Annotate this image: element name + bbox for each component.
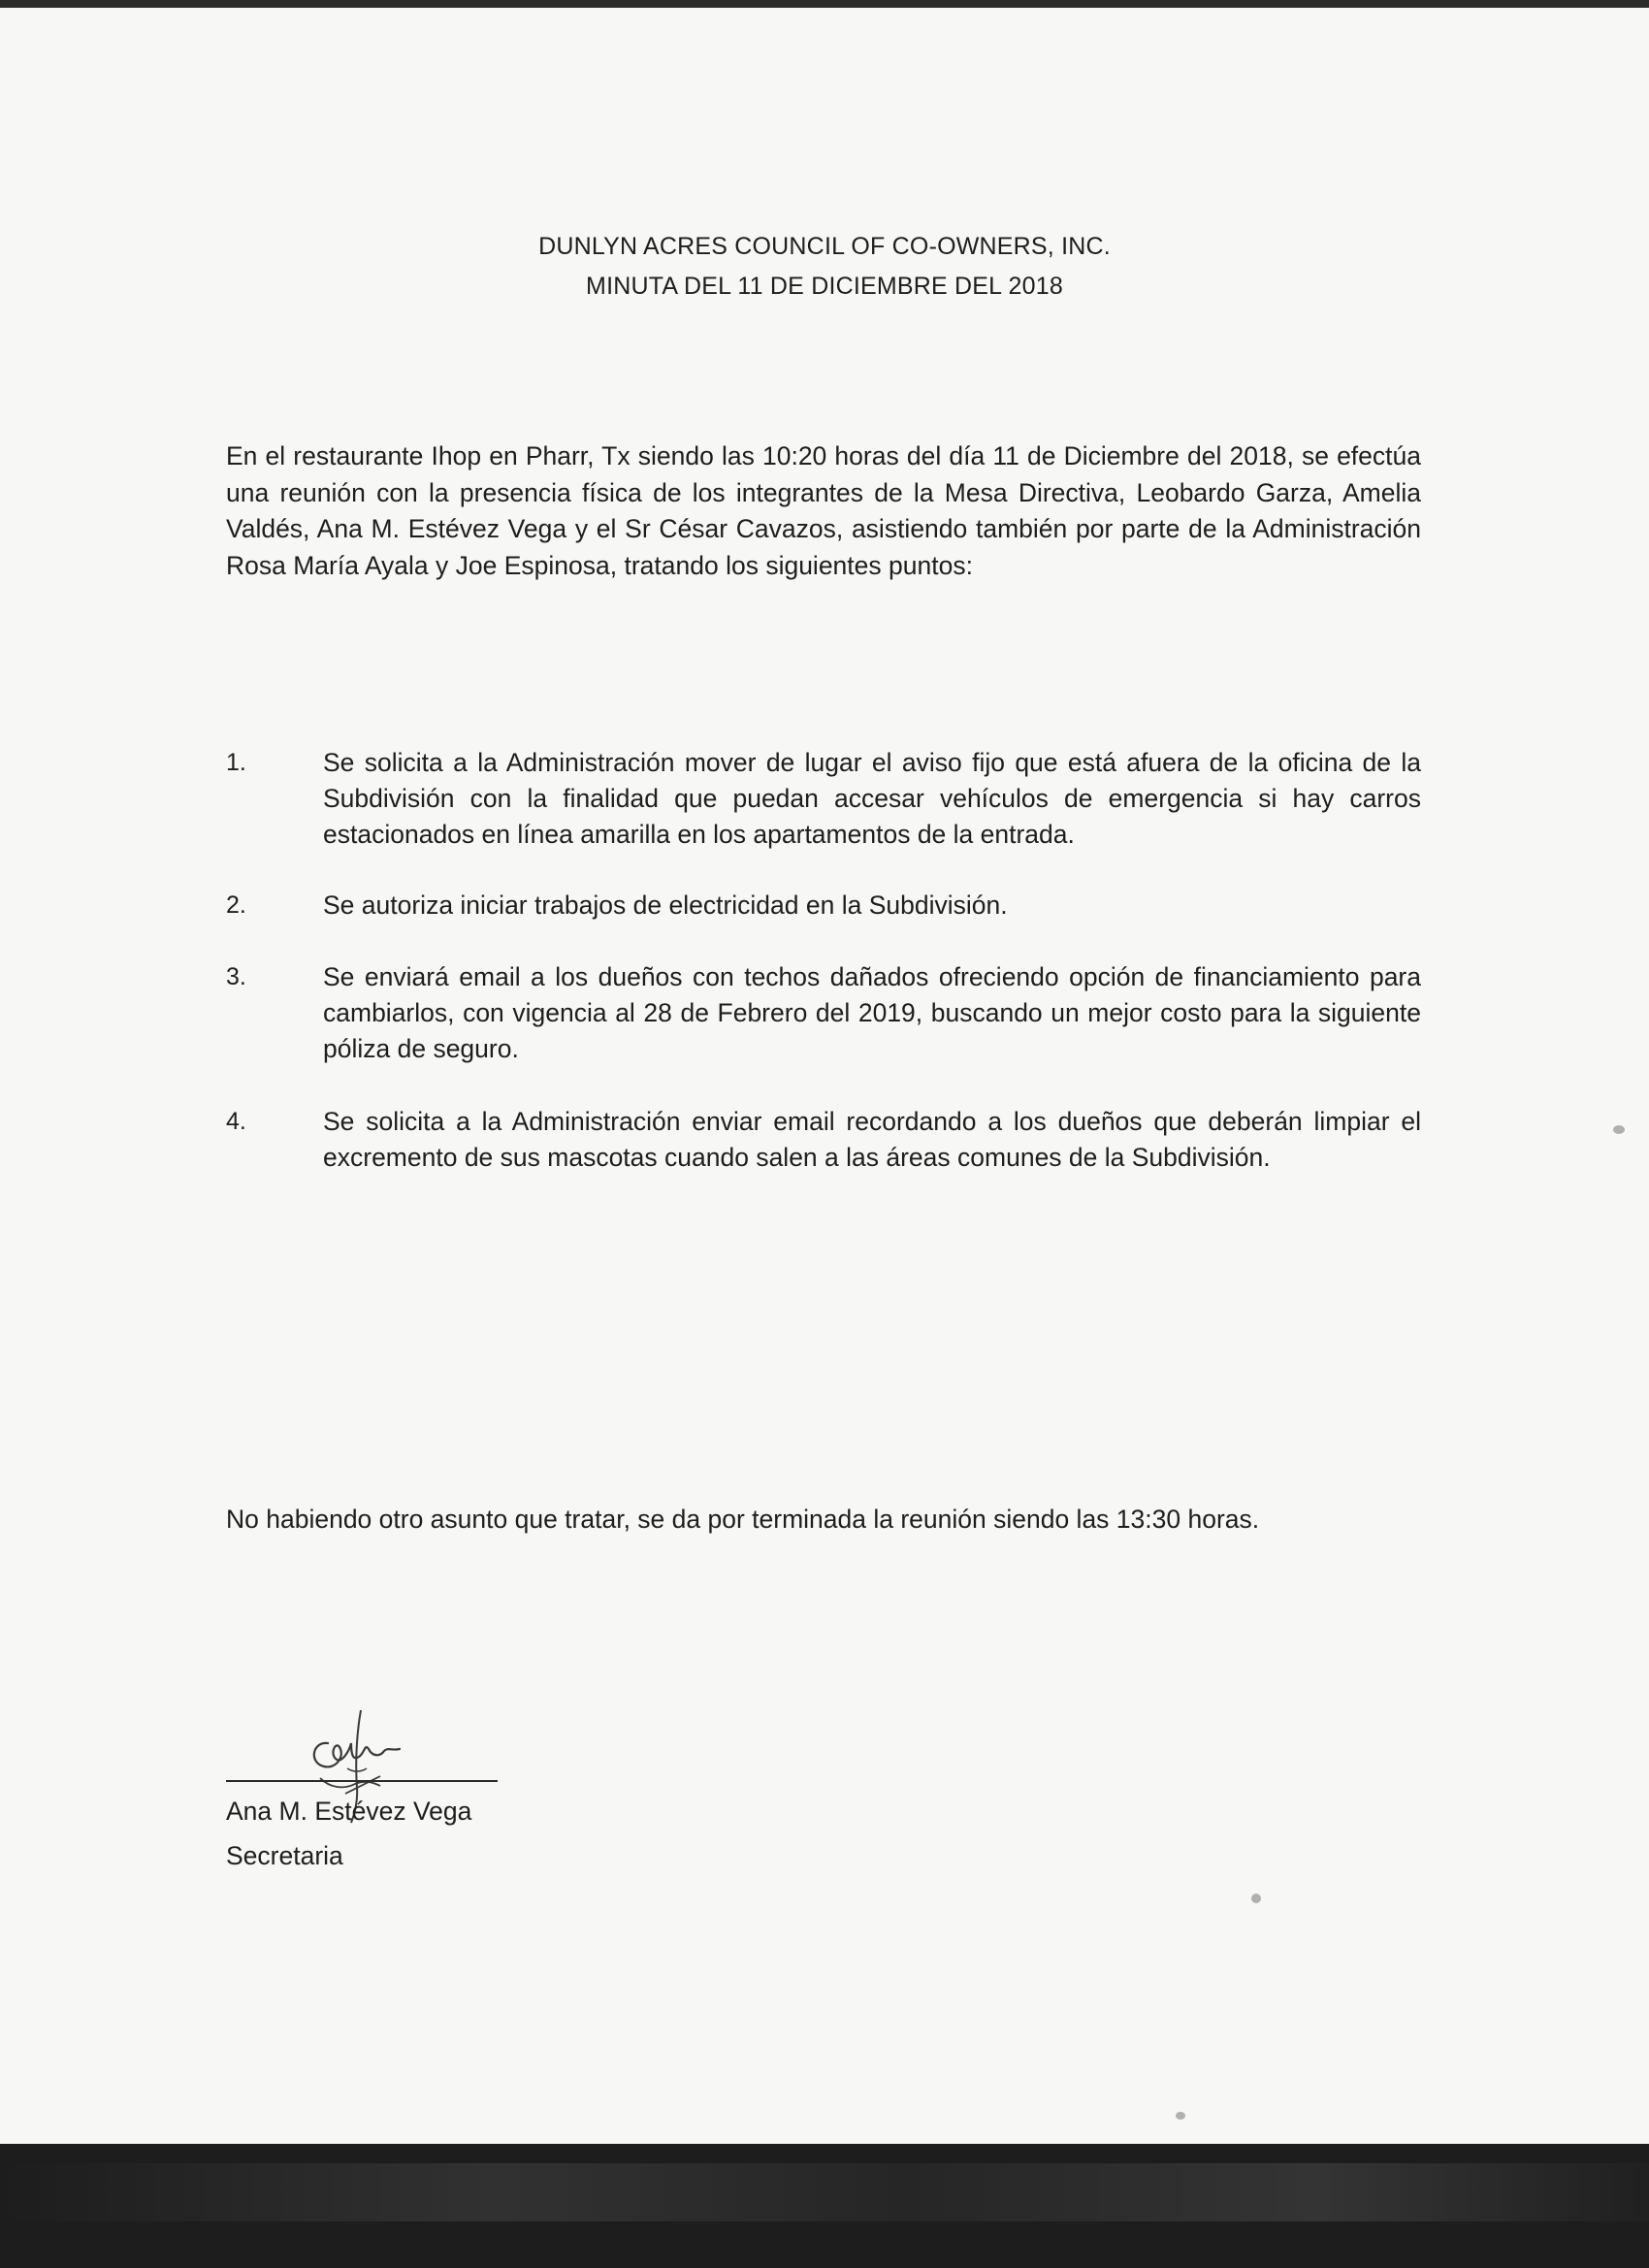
item-text: Se solicita a la Administración mover de lugar el aviso fijo que está afuera de la oficina de la Subdivisión con la finalidad que puedan accesar vehículos de emergencia si hay carros estacionados en línea amarilla en los apartamentos de la entrada. — [323, 748, 1421, 849]
organization-heading: DUNLYN ACRES COUNCIL OF CO-OWNERS, INC. — [538, 233, 1111, 260]
item-number: 2. — [226, 891, 246, 919]
item-text: Se solicita a la Administración enviar email recordando a los dueños que deberán limpiar el excremento de sus mascotas cuando salen a las áreas comunes de la Subdivisión. — [323, 1107, 1421, 1172]
closing-statement: No habiendo otro asunto que tratar, se da por terminada la reunión siendo las 13:30 horas. — [226, 1505, 1260, 1534]
item-number: 3. — [226, 963, 246, 990]
signature-line — [226, 1780, 498, 1782]
item-text: Se enviará email a los dueños con techos dañados ofreciendo opción de financiamiento para cambiarlos, con vigencia al 28 de Febrero del 2019, buscando un mejor costo para la siguiente póliza de seguro. — [323, 962, 1421, 1063]
scan-speck — [1176, 2112, 1185, 2120]
minutes-title: MINUTA DEL 11 DE DICIEMBRE DEL 2018 — [586, 273, 1063, 300]
item-text: Se autoriza iniciar trabajos de electricidad en la Subdivisión. — [323, 891, 1008, 920]
scan-speck — [1613, 1125, 1625, 1134]
scan-top-edge — [0, 0, 1649, 8]
item-number: 1. — [226, 749, 246, 776]
item-number: 4. — [226, 1108, 246, 1135]
scan-speck — [1251, 1894, 1261, 1903]
signer-name: Ana M. Estévez Vega — [226, 1797, 472, 1826]
signer-role: Secretaria — [226, 1841, 343, 1870]
scan-bottom-sheen — [0, 2163, 1649, 2221]
intro-paragraph: En el restaurante Ihop en Pharr, Tx siendo las 10:20 horas del día 11 de Diciembre del 2018, se efectúa una reunión con la presencia física de los integrantes de la Mesa Directiva, Leobardo Garza, Amelia Valdés, Ana M. Estévez Vega y el Sr César Cavazos, asistiendo también por parte de la Administración Rosa María Ayala y Joe Espinosa, tratando los siguientes puntos: — [226, 441, 1421, 580]
